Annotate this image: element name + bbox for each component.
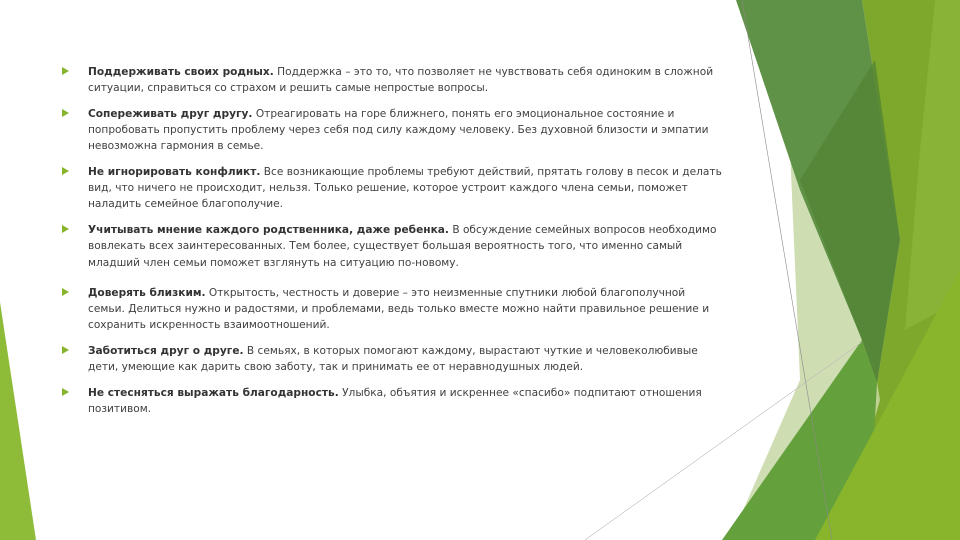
- item-heading: Заботиться друг о друге.: [88, 344, 244, 357]
- list-item: [62, 385, 722, 417]
- item-heading: Не стесняться выражать благодарность.: [88, 386, 339, 399]
- item-heading: Не игнорировать конфликт.: [88, 166, 261, 179]
- bullet-list: [62, 64, 722, 427]
- item-text: Поддержка – это то, что позволяет не чувствовать себя одиноким в сложной ситуации, справиться со страхом и решить самые непростые вопросы.: [88, 66, 714, 95]
- triangle-bullet-icon: [62, 167, 69, 175]
- list-item: [62, 222, 722, 271]
- item-heading: Сопереживать друг другу.: [88, 107, 253, 120]
- triangle-bullet-icon: [62, 346, 69, 354]
- item-text: Открытость, честность и доверие – это неизменные спутники любой благополучной семьи. Делиться нужно и радостями, и проблемами, ведь только вместе можно найти правильное решение и сохранить искренность взаимоотношений.: [88, 286, 710, 332]
- triangle-bullet-icon: [62, 225, 69, 233]
- item-text: В обсуждение семейных вопросов необходимо вовлекать всех заинтересованных. Тем более, существует большая вероятность того, что именно самый младший член семьи поможет взглянуть на ситуацию по-новому.: [88, 224, 717, 269]
- item-heading: Поддерживать своих родных.: [88, 66, 274, 78]
- triangle-bullet-icon: [62, 109, 69, 117]
- list-item: [62, 106, 722, 155]
- item-heading: Учитывать мнение каждого родственника, даже ребенка.: [88, 224, 449, 237]
- item-text: Все возникающие проблемы требуют действий, прятать голову в песок и делать вид, что ничего не происходит, нельзя. Только решение, которое устроит каждого члена семьи, поможет наладить семейное благополучие.: [88, 166, 722, 211]
- list-item: [62, 285, 722, 334]
- list-item: [62, 64, 722, 96]
- triangle-bullet-icon: [62, 67, 69, 75]
- item-text: Улыбка, объятия и искреннее «спасибо» подпитают отношения позитивом.: [88, 386, 702, 415]
- item-text: Отреагировать на горе ближнего, понять его эмоциональное состояние и попробовать пропустить проблему через себя под силу каждому человеку. Без духовной близости и эмпатии невозможна гармония в семье.: [88, 107, 709, 153]
- item-heading: Доверять близким.: [88, 286, 206, 299]
- list-item: [62, 164, 722, 213]
- item-text: В семьях, в которых помогают каждому, вырастают чуткие и человеколюбивые дети, умеющие как дарить свою заботу, так и принимать ее от неравнодушных людей.: [88, 344, 698, 374]
- triangle-bullet-icon: [62, 388, 69, 396]
- left-green-wedge: [0, 302, 36, 540]
- triangle-bullet-icon: [62, 288, 69, 296]
- list-item: [62, 343, 722, 375]
